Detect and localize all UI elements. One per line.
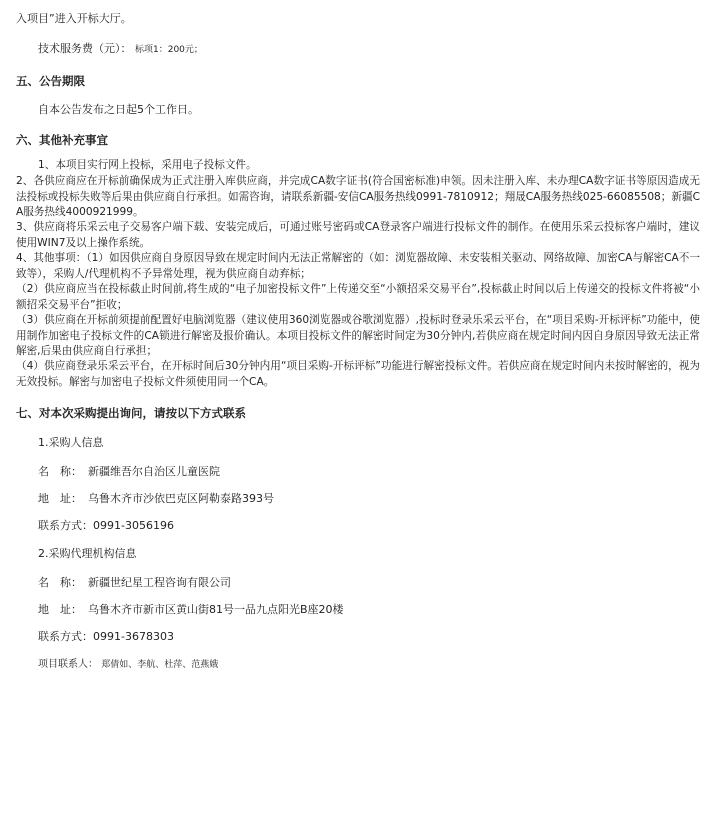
agency-address-label: 地 址： (38, 603, 82, 616)
buyer-name: 新疆维吾尔自治区儿童医院 (88, 465, 220, 478)
buyer-phone-row (38, 519, 174, 533)
service-fee-row (38, 42, 698, 57)
project-contact-names: 郑倩如、李航、杜萍、范燕娥 (101, 660, 219, 670)
buyer-address-row (38, 492, 274, 506)
service-fee-value: 标项1：200元； (135, 45, 203, 55)
service-fee-label: 技术服务费（元）： (38, 42, 132, 55)
section6-item-1-text: 1、本项目实行网上投标，采用电子投标文件。 (38, 159, 257, 171)
agency-phone: 0991-3678303 (93, 630, 174, 643)
section5-text: 自本公告发布之日起5个工作日。 (38, 103, 199, 116)
agency-address: 乌鲁木齐市新市区黄山街81号一品九点阳光B座20楼 (88, 603, 344, 616)
agency-address-row (38, 603, 344, 617)
section6-title: 六、其他补充事宜 (16, 133, 108, 147)
section6-item-1 (16, 158, 700, 174)
section6-item-4-2: （2）供应商应当在投标截止时间前,将生成的“电子加密投标文件”上传递交至“小额招采交易平台”,投标截止时间以后上传递交的投标文件将被“小额招采交易平台”拒收； (16, 283, 700, 311)
project-contact-row (38, 658, 218, 672)
buyer-name-row (38, 465, 220, 479)
agency-phone-label: 联系方式： (38, 630, 93, 643)
agency-heading: 2.采购代理机构信息 (38, 547, 137, 560)
agency-name-row (38, 576, 231, 590)
section6-item-3: 3、供应商将乐采云电子交易客户端下载、安装完成后，可通过账号密码或CA登录客户端进行投标文件的制作。在使用乐采云投标客户端时，建议使用WIN7及以上操作系统。 (16, 221, 700, 249)
section6-item-4-3: （3）供应商在开标前须提前配置好电脑浏览器（建议使用360浏览器或谷歌浏览器）,投标时登录乐采云平台，在“项目采购-开标评标”功能中，使用制作加密电子投标文件的CA锁进行解密及报价确认。本项目投标文件的解密时间定为30分钟内,若供应商在规定时间内因自身原因导致无法正常解密,后果由供应商自行承担； (16, 314, 700, 357)
section5-title: 五、公告期限 (16, 74, 85, 88)
buyer-phone-label: 联系方式： (38, 519, 93, 532)
top-line: 入项目”进入开标大厅。 (16, 12, 132, 25)
agency-name: 新疆世纪星工程咨询有限公司 (88, 576, 231, 589)
buyer-address-label: 地 址： (38, 492, 82, 505)
project-contact-label: 项目联系人： (38, 659, 98, 670)
section6-item-4-4: （4）供应商登录乐采云平台，在开标时间后30分钟内用“项目采购-开标评标”功能进行解密投标文件。若供应商在规定时间内未按时解密的，视为无效投标。解密与加密电子投标文件须使用同一个CA。 (16, 360, 700, 388)
agency-name-label: 名 称： (38, 576, 82, 589)
buyer-heading: 1.采购人信息 (38, 436, 104, 449)
section6-item-4: 4、其他事项：（1）如因供应商自身原因导致在规定时间内无法正常解密的（如：浏览器故障、未安装相关驱动、网络故障、加密CA与解密CA不一致等），采购人/代理机构不予异常处理，视为供应商自动弃标； (16, 252, 700, 280)
agency-phone-row (38, 630, 174, 644)
buyer-address: 乌鲁木齐市沙依巴克区阿勒泰路393号 (88, 492, 274, 505)
section7-title: 七、对本次采购提出询问，请按以下方式联系 (16, 406, 246, 420)
section6-item-2: 2、各供应商应在开标前确保成为正式注册入库供应商，并完成CA数字证书(符合国密标准)申领。因未注册入库、未办理CA数字证书等原因造成无法投标或投标失败等后果由供应商自行承担。如需咨询，请联系新疆-安信CA服务热线0991-7810912；翔晟CA服务热线025-66085508；新疆CA服务热线4000921999。 (16, 175, 700, 218)
buyer-name-label: 名 称： (38, 465, 82, 478)
buyer-phone: 0991-3056196 (93, 519, 174, 532)
